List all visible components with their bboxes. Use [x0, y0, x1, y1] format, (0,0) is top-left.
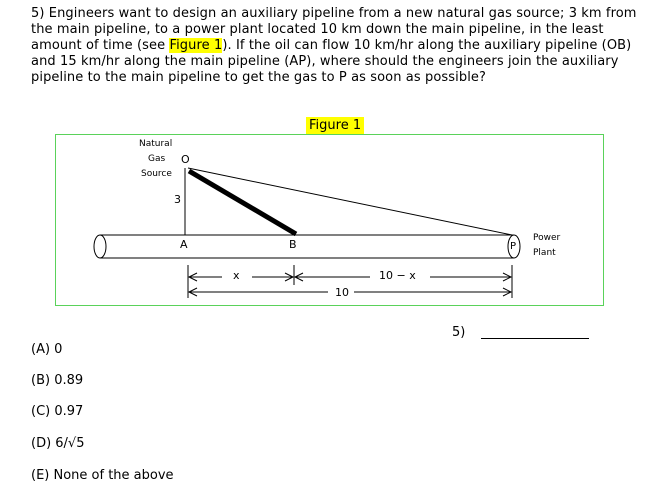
x-label: x [233, 269, 240, 282]
ten-minus-x-label: 10 − x [379, 269, 416, 282]
choice-b: (B) 0.89 [31, 373, 84, 388]
point-o-label: O [181, 153, 190, 166]
point-b-label: B [289, 238, 297, 251]
point-a-label: A [180, 238, 188, 251]
point-p-label: P [510, 241, 517, 252]
choice-d: (D) 6/√5 [31, 436, 85, 451]
plant-label-line-2: Plant [533, 248, 556, 258]
plant-label-line-1: Power [533, 233, 561, 243]
choice-e: (E) None of the above [31, 468, 174, 483]
source-label-line-3: Source [141, 169, 172, 179]
source-label-line-1: Natural [139, 139, 173, 149]
height-label: 3 [174, 193, 181, 206]
auxiliary-pipeline-ob [189, 171, 296, 234]
answer-number: 5) [452, 325, 466, 340]
question-part-2: ). If the oil can flow 10 km/hr along the auxiliary pipeline (OB) and 15 km/hr along the main pipeline (AP), where should the engineers join the auxiliary pipeline to the main pipeline to get the gas to P as soon as possible? [31, 38, 632, 85]
figure-reference: Figure 1 [169, 38, 223, 53]
choice-c: (C) 0.97 [31, 404, 84, 419]
choice-a: (A) 0 [31, 342, 63, 357]
figure-caption: Figure 1 [306, 117, 364, 134]
source-label-line-2: Gas [148, 154, 166, 164]
question-part-1: 5) Engineers want to design an auxiliary pipeline from a new natural gas source; 3 km from the main pipeline, to a power plant located 10 km down the main pipeline, in the least amount of time (see [31, 6, 637, 53]
answer-blank[interactable] [481, 338, 589, 339]
pipe-left-end [94, 235, 106, 258]
ten-label: 10 [335, 286, 349, 299]
